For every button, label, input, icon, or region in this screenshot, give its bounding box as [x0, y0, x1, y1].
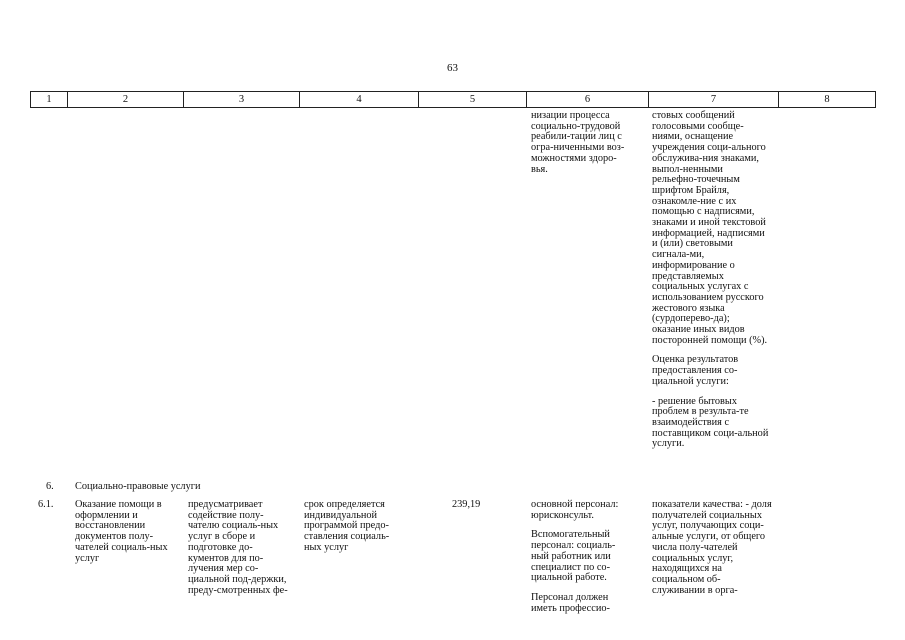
column-number-4: 4: [300, 92, 419, 107]
row-6-1-staff-paragraph-2: Вспомогательный персонал: социаль-ный работник или специалист по со-циальной работе.: [531, 529, 616, 584]
column-number-7: 7: [649, 92, 779, 107]
continued-col7-text: [652, 111, 770, 459]
page-number: 63: [447, 62, 458, 74]
section-number: 6.: [46, 481, 54, 492]
row-6-1-staff-paragraph-3: Персонал должен иметь профессио-: [531, 591, 610, 614]
continued-col6-paragraph: низации процесса социально-трудовой реабили-тации лиц с огра-ниченными воз-можностями здоро-вья.: [531, 110, 625, 175]
continued-col6-text: [531, 111, 625, 184]
column-number-5: 5: [419, 92, 527, 107]
row-6-1-quality-indicators: показатели качества: - доля получателей социальных услуг, получающих соци-альные услуги, от общего числа полу-чателей социальных услуг, находящихся на социальном об-служивании в орга-: [652, 499, 772, 596]
column-number-3: 3: [184, 92, 300, 107]
row-6-1-staff: [531, 500, 629, 623]
column-number-6: 6: [527, 92, 649, 107]
row-6-1-number: 6.1.: [38, 499, 54, 510]
row-6-1-staff-paragraph-1: основной персонал: юрисконсульт.: [531, 499, 619, 521]
row-6-1-term: срок определяется индивидуальной программой предо-ставления социаль-ных услуг: [304, 499, 390, 553]
continued-col7-paragraph-2: Оценка результатов предоставления со-циальной услуги:: [652, 354, 739, 387]
row-6-1-service-name: Оказание помощи в оформлении и восстановлении документов полу-чателей социаль-ных услуг: [75, 499, 168, 564]
column-number-1: 1: [31, 92, 68, 107]
table-header-row: [30, 91, 876, 108]
column-number-8: 8: [824, 94, 830, 105]
column-number-2: 2: [68, 92, 184, 107]
row-6-1-tariff: 239,19: [452, 499, 481, 510]
row-6-1-description: предусматривает содействие полу-чателю социаль-ных услуг в сборе и подготовке до-кументов для по-лучения мер со-циальной под-держки, преду-смотренных фе-: [188, 499, 288, 596]
section-title: Социально-правовые услуги: [75, 481, 201, 492]
continued-col7-paragraph-3: - решение бытовых проблем в результа-те взаимодействия с поставщиком соци-альной услуги.: [652, 395, 769, 450]
continued-col7-paragraph-1: стовых сообщений голосовыми сообще-ниями, оснащение учреждения соци-ального обслужива-ния знаками, выпол-ненными рельефно-точечным шрифтом Брайля, ознакомле-ние с их помощью с надписями, знаками и иной текстовой информацией, надписями и (или) световыми сигнала-ми, информирование о представляемых социальных услугах с использованием русского жестового языка (сурдоперево-да); оказание иных видов посторонней помощи (%).: [652, 110, 768, 346]
